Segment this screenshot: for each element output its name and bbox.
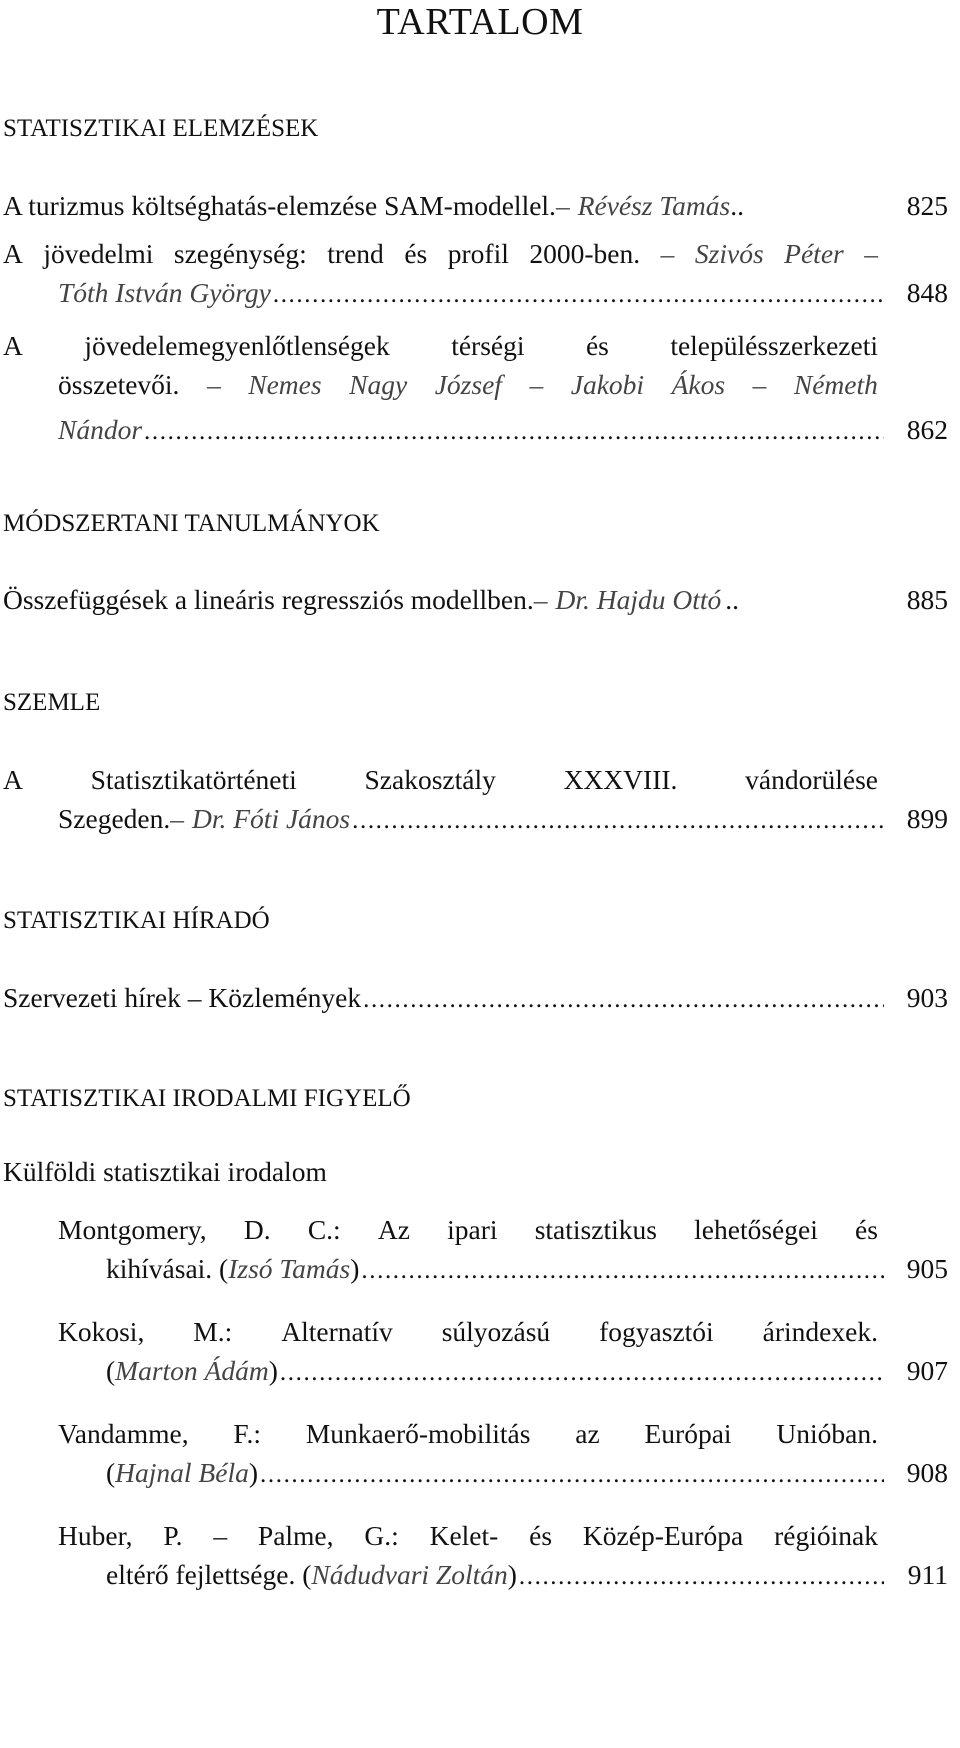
word: vándorülése bbox=[745, 764, 878, 795]
word: Montgomery, bbox=[58, 1214, 207, 1245]
toc-entry-szegenyseg-line1[interactable] bbox=[3, 237, 878, 271]
toc-entry-jovedelem-line3[interactable] bbox=[58, 413, 948, 449]
dot-leader bbox=[260, 1458, 884, 1492]
word: Európai bbox=[644, 1418, 732, 1449]
word: Unióban. bbox=[776, 1418, 878, 1449]
toc-entry-huber-line1[interactable] bbox=[58, 1519, 878, 1553]
toc-entry-szegenyseg-line2[interactable] bbox=[58, 276, 948, 312]
toc-entry-regresszio[interactable] bbox=[3, 583, 948, 617]
toc-entry-vandamme-line2[interactable] bbox=[106, 1456, 948, 1492]
entry-close-paren: ) bbox=[507, 1559, 517, 1590]
word: 2000-ben. bbox=[529, 238, 641, 269]
entry-dash: – bbox=[170, 803, 184, 834]
entry-dash: – bbox=[555, 190, 570, 221]
entry-author: Nándor bbox=[58, 414, 143, 445]
entry-open-paren: ( bbox=[106, 1355, 116, 1386]
word: profil bbox=[447, 238, 509, 269]
toc-entry-kozlemenyek[interactable] bbox=[3, 981, 948, 1017]
entry-close-paren: ) bbox=[248, 1457, 259, 1488]
author-word: Szivós bbox=[694, 238, 764, 269]
toc-entry-szakosztaly-line1[interactable] bbox=[3, 763, 878, 797]
word: P. bbox=[163, 1520, 183, 1551]
toc-entry-huber-line2[interactable] bbox=[106, 1558, 948, 1594]
word: statisztikus bbox=[534, 1214, 657, 1245]
entry-page-number: 907 bbox=[906, 1355, 948, 1386]
word: Statisztikatörténeti bbox=[90, 764, 297, 795]
dot-leader bbox=[361, 1254, 884, 1288]
word: G.: bbox=[364, 1520, 399, 1551]
author-word: Jakobi bbox=[570, 369, 645, 400]
word: régióinak bbox=[774, 1520, 878, 1551]
entry-author: Révész Tamás bbox=[577, 190, 731, 221]
entry-title: Összefüggések a lineáris regressziós modellben. bbox=[3, 584, 534, 615]
subheading-kulfoldi: Külföldi statisztikai irodalom bbox=[3, 1156, 327, 1187]
entry-title: Szegeden. bbox=[58, 803, 171, 834]
word: trend bbox=[327, 238, 384, 269]
word: A bbox=[3, 764, 23, 795]
entry-page-number: 899 bbox=[906, 803, 948, 834]
word: jövedelmi bbox=[43, 238, 154, 269]
section-heading-modszertani: MÓDSZERTANI TANULMÁNYOK bbox=[3, 510, 380, 537]
author-word: Ákos bbox=[671, 369, 726, 400]
entry-page-number: 848 bbox=[906, 277, 948, 308]
word: F.: bbox=[233, 1418, 262, 1449]
word: A bbox=[3, 330, 23, 361]
word: és bbox=[529, 1520, 553, 1551]
entry-author: Tóth István György bbox=[58, 277, 271, 308]
section-heading-statisztikai-elemzesek: STATISZTIKAI ELEMZÉSEK bbox=[3, 115, 319, 142]
entry-page-number: 908 bbox=[906, 1457, 948, 1488]
toc-entry-kokosi-line1[interactable] bbox=[58, 1315, 878, 1349]
word: – bbox=[529, 369, 544, 400]
word: és bbox=[404, 238, 428, 269]
word: összetevői. bbox=[58, 369, 180, 400]
toc-entry-montgomery-line1[interactable] bbox=[58, 1213, 878, 1247]
word: Kokosi, bbox=[58, 1316, 145, 1347]
word: Közép-Európa bbox=[582, 1520, 744, 1551]
toc-entry-jovedelem-line2[interactable] bbox=[58, 368, 878, 402]
author-word: Péter bbox=[784, 238, 844, 269]
word: A bbox=[3, 238, 23, 269]
section-heading-szemle: SZEMLE bbox=[3, 689, 101, 716]
word: súlyozású bbox=[441, 1316, 551, 1347]
entry-author: Nádudvari Zoltán bbox=[311, 1559, 508, 1590]
word: és bbox=[585, 330, 609, 361]
toc-entry-vandamme-line1[interactable] bbox=[58, 1417, 878, 1451]
toc-entry-kokosi-line2[interactable] bbox=[106, 1354, 948, 1390]
toc-entry-jovedelem-line1[interactable] bbox=[3, 329, 878, 363]
word: Palme, bbox=[257, 1520, 334, 1551]
word: Alternatív bbox=[281, 1316, 393, 1347]
entry-author: Marton Ádám bbox=[115, 1355, 269, 1386]
word: M.: bbox=[193, 1316, 233, 1347]
word: és bbox=[855, 1214, 878, 1245]
dot-leader bbox=[519, 1560, 884, 1594]
entry-page-number: 911 bbox=[907, 1559, 948, 1590]
entry-author: Izsó Tamás bbox=[228, 1253, 351, 1284]
entry-page-number: 862 bbox=[906, 414, 948, 445]
word: XXXVIII. bbox=[563, 764, 678, 795]
page-title: TARTALOM bbox=[376, 1, 584, 43]
word: jövedelemegyenlőtlenségek bbox=[84, 330, 390, 361]
dot-leader bbox=[273, 278, 884, 312]
entry-title: eltérő fejlettsége. ( bbox=[106, 1559, 312, 1590]
dot-leader bbox=[144, 415, 884, 449]
entry-open-paren: ( bbox=[106, 1457, 116, 1488]
word: árindexek. bbox=[762, 1316, 878, 1347]
entry-title: Szervezeti hírek – Közlemények bbox=[3, 982, 362, 1013]
word: – bbox=[660, 238, 675, 269]
entry-page-number: 885 bbox=[906, 584, 948, 615]
entry-dots: .. bbox=[725, 584, 740, 615]
word: – bbox=[752, 369, 767, 400]
word: lehetőségei bbox=[694, 1214, 818, 1245]
word: Munkaerő-mobilitás bbox=[305, 1418, 531, 1449]
author-word: Nemes bbox=[248, 369, 322, 400]
word: településszerkezeti bbox=[670, 330, 878, 361]
word: Vandamme, bbox=[58, 1418, 189, 1449]
entry-dash: – bbox=[533, 584, 548, 615]
section-heading-hirado: STATISZTIKAI HÍRADÓ bbox=[3, 907, 270, 934]
entry-author: Dr. Hajdu Ottó bbox=[555, 584, 722, 615]
dot-leader bbox=[280, 1356, 884, 1390]
word: D. bbox=[243, 1214, 271, 1245]
word: térségi bbox=[451, 330, 525, 361]
section-heading-irodalmi-figyelo: STATISZTIKAI IRODALMI FIGYELŐ bbox=[3, 1085, 411, 1112]
author-word: Németh bbox=[793, 369, 878, 400]
entry-author: Hajnal Béla bbox=[115, 1457, 249, 1488]
author-word: József bbox=[434, 369, 502, 400]
word: Kelet- bbox=[429, 1520, 499, 1551]
word: fogyasztói bbox=[599, 1316, 714, 1347]
entry-author: Dr. Fóti János bbox=[192, 803, 351, 834]
word: szegénység: bbox=[173, 238, 307, 269]
toc-entry-turizmus[interactable] bbox=[3, 189, 948, 223]
entry-page-number: 825 bbox=[906, 190, 948, 221]
entry-title: kihívásai. ( bbox=[106, 1253, 229, 1284]
toc-entry-szakosztaly-line2[interactable] bbox=[58, 802, 948, 838]
word: – bbox=[864, 238, 878, 269]
word: ipari bbox=[447, 1214, 498, 1245]
entry-dots: .. bbox=[730, 190, 744, 221]
word: Huber, bbox=[58, 1520, 133, 1551]
word: – bbox=[213, 1520, 228, 1551]
entry-page-number: 905 bbox=[906, 1253, 948, 1284]
entry-close-paren: ) bbox=[268, 1355, 278, 1386]
word: C.: bbox=[307, 1214, 341, 1245]
entry-title: A turizmus költséghatás-elemzése SAM-modellel. bbox=[3, 190, 556, 221]
dot-leader bbox=[363, 983, 884, 1017]
word: Az bbox=[377, 1214, 410, 1245]
toc-entry-montgomery-line2[interactable] bbox=[106, 1252, 948, 1288]
dot-leader bbox=[352, 804, 884, 838]
word: Szakosztály bbox=[364, 764, 496, 795]
entry-close-paren: ) bbox=[350, 1253, 360, 1284]
word: – bbox=[206, 369, 221, 400]
author-word: Nagy bbox=[349, 369, 408, 400]
entry-page-number: 903 bbox=[906, 982, 948, 1013]
word: az bbox=[575, 1418, 600, 1449]
